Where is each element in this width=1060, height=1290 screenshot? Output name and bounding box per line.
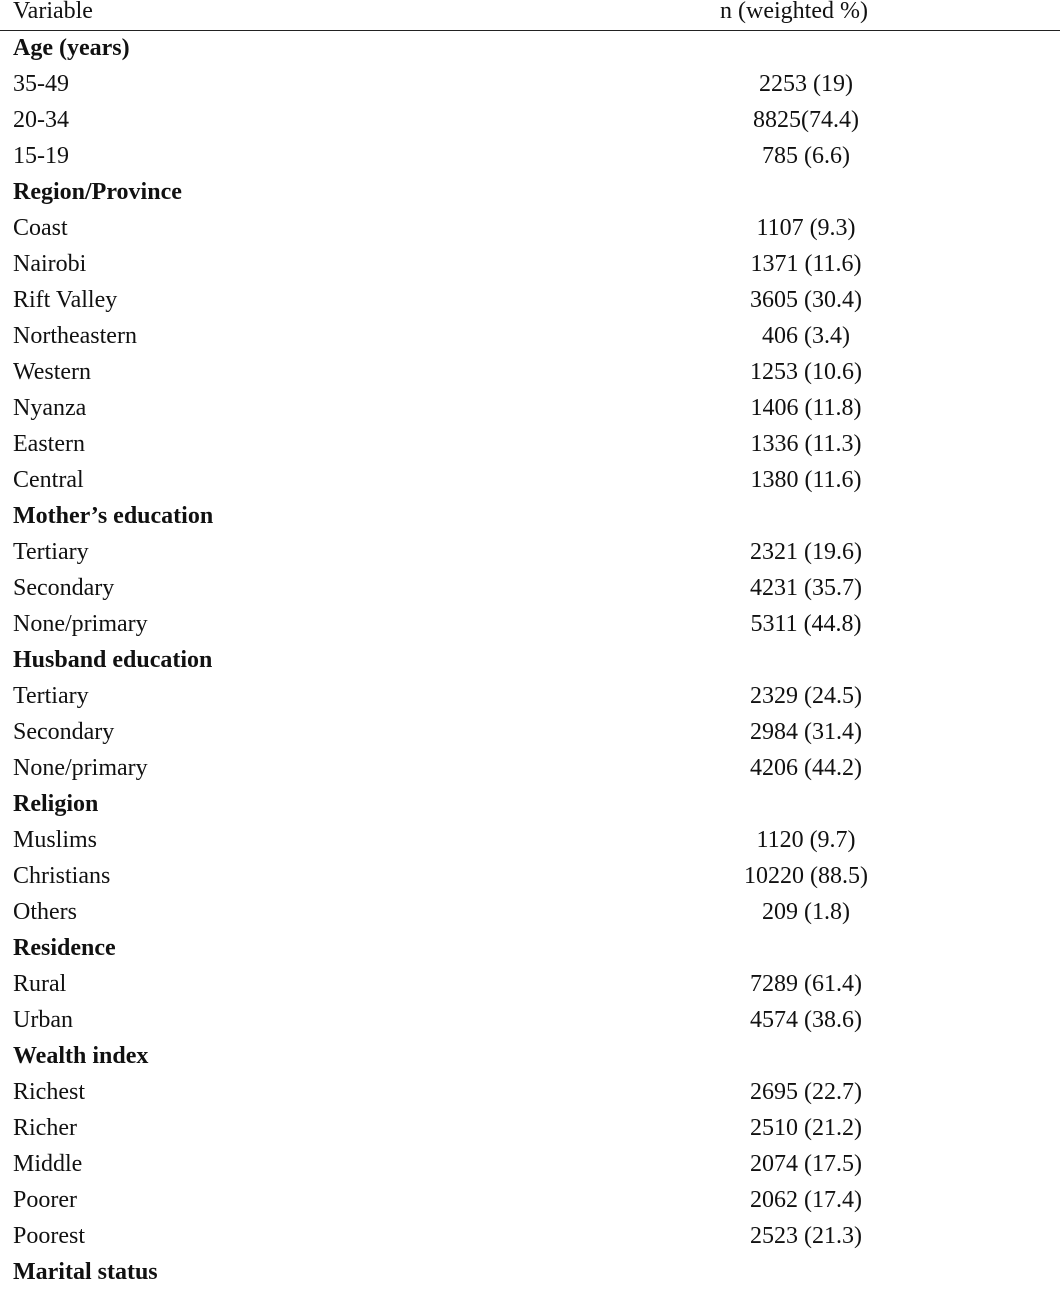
- weighted-count-value: 3605 (30.4): [750, 287, 862, 313]
- weighted-count-value: 7289 (61.4): [750, 971, 862, 997]
- variable-label: Eastern: [13, 431, 85, 457]
- weighted-count-value: 2510 (21.2): [750, 1115, 862, 1141]
- section-header-row: [0, 642, 1060, 678]
- variable-label: Richest: [13, 1079, 85, 1105]
- column-header-n-weighted: n (weighted %): [720, 0, 868, 24]
- section-header-row: [0, 498, 1060, 534]
- section-header-row: [0, 174, 1060, 210]
- weighted-count-value: 5311 (44.8): [750, 611, 862, 637]
- weighted-count-value: 2074 (17.5): [750, 1151, 862, 1177]
- variable-label: Secondary: [13, 575, 115, 601]
- variable-label: Tertiary: [13, 539, 89, 565]
- table-row: [0, 246, 1060, 282]
- table-row: [0, 678, 1060, 714]
- variable-label: Middle: [13, 1151, 83, 1177]
- table-row: [0, 858, 1060, 894]
- variable-label: None/primary: [13, 611, 148, 637]
- weighted-count-value: 1380 (11.6): [750, 467, 862, 493]
- section-header-row: [0, 930, 1060, 966]
- section-header-row: [0, 30, 1060, 66]
- section-header-row: [0, 786, 1060, 822]
- section-title: Husband education: [13, 647, 213, 673]
- variable-label: Poorest: [13, 1223, 85, 1249]
- table-header: [0, 0, 1060, 31]
- variable-label: Richer: [13, 1115, 77, 1141]
- table-row: [0, 1146, 1060, 1182]
- section-title: Age (years): [13, 35, 130, 61]
- variable-label: Christians: [13, 863, 111, 889]
- variable-label: Secondary: [13, 719, 115, 745]
- variable-label: Northeastern: [13, 323, 137, 349]
- variable-label: 35-49: [13, 71, 69, 97]
- section-header-row: [0, 1254, 1060, 1290]
- section-title: Mother’s education: [13, 503, 214, 529]
- variable-label: Tertiary: [13, 683, 89, 709]
- table-row: [0, 1218, 1060, 1254]
- table-row: [0, 1002, 1060, 1038]
- variable-label: Western: [13, 359, 92, 385]
- weighted-count-value: 2329 (24.5): [750, 683, 862, 709]
- weighted-count-value: 10220 (88.5): [744, 863, 868, 889]
- variable-label: Rift Valley: [13, 287, 118, 313]
- variable-label: None/primary: [13, 755, 148, 781]
- weighted-count-value: 2984 (31.4): [750, 719, 862, 745]
- weighted-count-value: 4206 (44.2): [750, 755, 862, 781]
- variable-label: Others: [13, 899, 77, 925]
- weighted-count-value: 1336 (11.3): [750, 431, 862, 457]
- weighted-count-value: 4231 (35.7): [750, 575, 862, 601]
- variable-label: 20-34: [13, 107, 69, 133]
- table-row: [0, 318, 1060, 354]
- variable-label: Nyanza: [13, 395, 87, 421]
- table-row: [0, 210, 1060, 246]
- table-row: [0, 1110, 1060, 1146]
- variable-label: Poorer: [13, 1187, 77, 1213]
- table-row: [0, 1182, 1060, 1218]
- table-row: [0, 390, 1060, 426]
- table-row: [0, 534, 1060, 570]
- variable-label: 15-19: [13, 143, 69, 169]
- section-title: Religion: [13, 791, 99, 817]
- table-row: [0, 426, 1060, 462]
- table-row: [0, 966, 1060, 1002]
- weighted-count-value: 785 (6.6): [762, 143, 850, 169]
- weighted-count-value: 406 (3.4): [762, 323, 850, 349]
- weighted-count-value: 8825(74.4): [753, 107, 859, 133]
- table-row: [0, 462, 1060, 498]
- table-body: [0, 30, 1060, 1290]
- weighted-count-value: 1120 (9.7): [756, 827, 856, 853]
- variable-label: Coast: [13, 215, 68, 241]
- weighted-count-value: 2062 (17.4): [750, 1187, 862, 1213]
- column-header-variable: Variable: [13, 0, 93, 24]
- table-row: [0, 1074, 1060, 1110]
- variable-label: Muslims: [13, 827, 98, 853]
- weighted-count-value: 2253 (19): [759, 71, 853, 97]
- table-row: [0, 894, 1060, 930]
- weighted-count-value: 1107 (9.3): [756, 215, 856, 241]
- table-row: [0, 750, 1060, 786]
- section-title: Marital status: [13, 1259, 158, 1285]
- table-row: [0, 354, 1060, 390]
- table-row: [0, 138, 1060, 174]
- table-row: [0, 822, 1060, 858]
- section-title: Region/Province: [13, 179, 182, 205]
- weighted-count-value: 4574 (38.6): [750, 1007, 862, 1033]
- table-row: [0, 570, 1060, 606]
- weighted-count-value: 1253 (10.6): [750, 359, 862, 385]
- section-title: Residence: [13, 935, 116, 961]
- weighted-count-value: 1371 (11.6): [750, 251, 862, 277]
- variable-label: Nairobi: [13, 251, 87, 277]
- table-row: [0, 282, 1060, 318]
- weighted-count-value: 1406 (11.8): [750, 395, 862, 421]
- weighted-count-value: 2695 (22.7): [750, 1079, 862, 1105]
- weighted-count-value: 2523 (21.3): [750, 1223, 862, 1249]
- weighted-count-value: 2321 (19.6): [750, 539, 862, 565]
- weighted-count-value: 209 (1.8): [762, 899, 850, 925]
- variable-label: Rural: [13, 971, 67, 997]
- table-row: [0, 606, 1060, 642]
- table-row: [0, 66, 1060, 102]
- table-row: [0, 714, 1060, 750]
- variable-label: Urban: [13, 1007, 73, 1033]
- section-header-row: [0, 1038, 1060, 1074]
- table-row: [0, 102, 1060, 138]
- variable-label: Central: [13, 467, 84, 493]
- section-title: Wealth index: [13, 1043, 149, 1069]
